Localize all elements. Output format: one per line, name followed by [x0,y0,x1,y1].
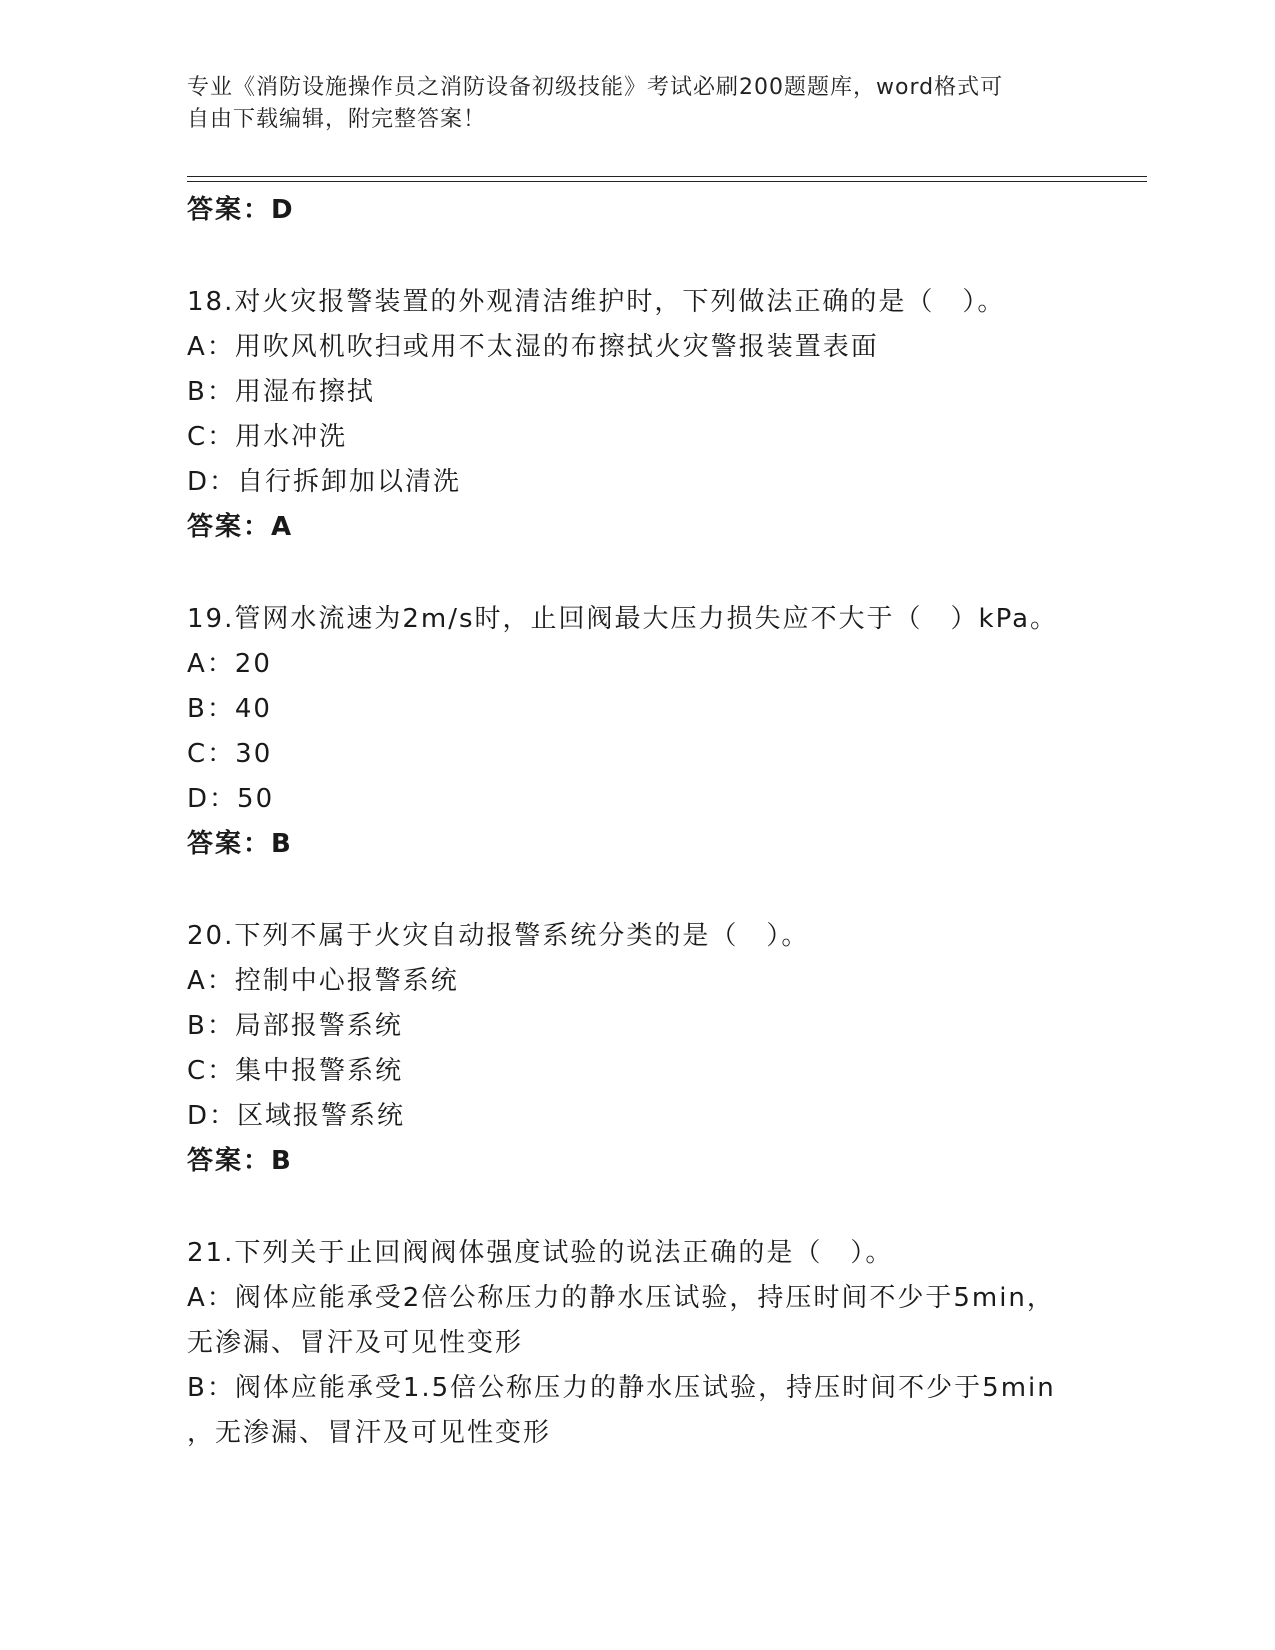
header-line-1: 专业《消防设施操作员之消防设备初级技能》考试必刷200题题库，word格式可 [187,75,1004,100]
option-a: A：用吹风机吹扫或用不太湿的布擦拭火灾警报装置表面 [187,332,879,362]
answer: 答案：B [187,829,293,859]
answer: 答案：B [187,1146,293,1176]
header-divider-bottom [187,181,1147,182]
question-list [187,188,1147,1456]
option-a: A：20 [187,649,272,679]
header-line-2: 自由下载编辑，附完整答案！ [187,107,487,132]
option-d: D：区域报警系统 [187,1101,406,1131]
option-a-continued: 无渗漏、冒汗及可见性变形 [187,1328,524,1358]
question-18 [187,280,1147,550]
option-b: B：40 [187,694,272,724]
question-stem: 19.管网水流速为2m/s时，止回阀最大压力损失应不大于（ ）kPa。 [187,604,1059,634]
spacer [187,233,1147,280]
option-d: D：50 [187,784,275,814]
spacer [187,550,1147,597]
question-21 [187,1231,1147,1456]
option-b: B：局部报警系统 [187,1011,403,1041]
option-b: B：阀体应能承受1.5倍公称压力的静水压试验，持压时间不少于5min [187,1373,1056,1403]
answer: 答案：A [187,512,294,542]
option-c: C：用水冲洗 [187,422,348,452]
spacer [187,1184,1147,1231]
option-a: A：控制中心报警系统 [187,966,459,996]
question-19 [187,597,1147,867]
option-d: D：自行拆卸加以清洗 [187,467,462,497]
previous-answer: 答案：D [187,195,295,225]
question-stem: 18.对火灾报警装置的外观清洁维护时，下列做法正确的是（ ）。 [187,287,1006,317]
document-header [187,72,1067,136]
option-c: C：30 [187,739,273,769]
question-stem: 21.下列关于止回阀阀体强度试验的说法正确的是（ ）。 [187,1238,894,1268]
option-b: B：用湿布擦拭 [187,377,375,407]
question-stem: 20.下列不属于火灾自动报警系统分类的是（ ）。 [187,921,810,951]
option-a: A：阀体应能承受2倍公称压力的静水压试验，持压时间不少于5min， [187,1283,1055,1313]
option-b-continued: ，无渗漏、冒汗及可见性变形 [187,1418,552,1448]
header-divider-top [187,176,1147,177]
spacer [187,867,1147,914]
question-20 [187,914,1147,1184]
option-c: C：集中报警系统 [187,1056,404,1086]
